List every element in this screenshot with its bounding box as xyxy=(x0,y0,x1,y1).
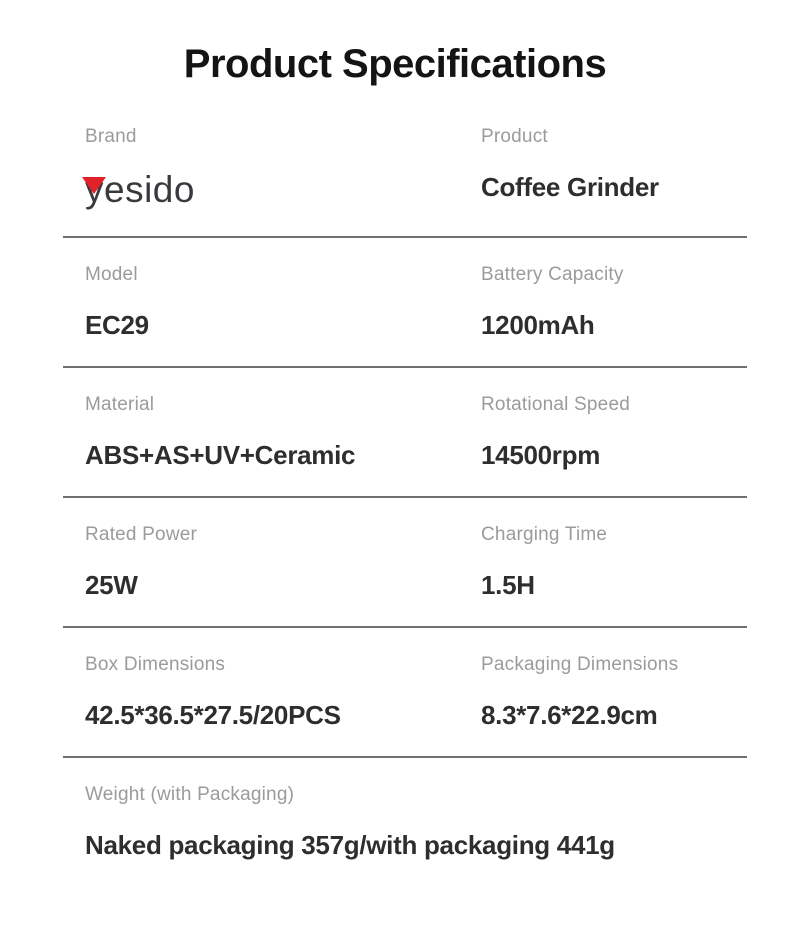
spec-row-brand-product xyxy=(63,96,747,238)
brand-logo xyxy=(85,170,195,210)
spec-row-weight xyxy=(63,758,747,886)
spec-cell-material xyxy=(85,394,481,470)
spec-value-weight: Naked packaging 357g/with packaging 441g xyxy=(85,830,615,860)
spec-value-rated-power: 25W xyxy=(85,570,138,600)
spec-label-packaging-dimensions: Packaging Dimensions xyxy=(481,654,679,675)
spec-label-charging-time: Charging Time xyxy=(481,524,608,545)
spec-value-product: Coffee Grinder xyxy=(481,172,659,202)
spec-label-weight: Weight (with Packaging) xyxy=(85,784,295,805)
spec-cell-box-dimensions xyxy=(85,654,481,730)
spec-cell-rated-power xyxy=(85,524,481,600)
spec-cell-packaging-dimensions xyxy=(481,654,747,730)
spec-value-rotational-speed: 14500rpm xyxy=(481,440,601,470)
brand-logo-text: yesido xyxy=(85,169,195,210)
spec-cell-weight xyxy=(85,784,747,860)
spec-value-model: EC29 xyxy=(85,310,149,340)
spec-cell-rotational-speed xyxy=(481,394,747,470)
spec-value-charging-time: 1.5H xyxy=(481,570,535,600)
spec-value-box-dimensions: 42.5*36.5*27.5/20PCS xyxy=(85,700,341,730)
spec-value-battery-capacity: 1200mAh xyxy=(481,310,595,340)
spec-row-model-battery xyxy=(63,238,747,368)
spec-row-dimensions xyxy=(63,628,747,758)
spec-label-material: Material xyxy=(85,394,155,415)
spec-label-model: Model xyxy=(85,264,138,285)
spec-cell-battery-capacity xyxy=(481,264,747,340)
page-title: Product Specifications xyxy=(183,42,607,86)
logo-red-triangle-icon xyxy=(82,177,106,194)
spec-cell-charging-time xyxy=(481,524,747,600)
spec-label-rotational-speed: Rotational Speed xyxy=(481,394,630,415)
spec-value-packaging-dimensions: 8.3*7.6*22.9cm xyxy=(481,700,658,730)
spec-cell-brand xyxy=(85,126,481,210)
spec-row-power-charging xyxy=(63,498,747,628)
spec-table xyxy=(63,96,747,886)
spec-label-product: Product xyxy=(481,126,548,147)
spec-label-rated-power: Rated Power xyxy=(85,524,198,545)
spec-label-brand: Brand xyxy=(85,126,137,147)
spec-cell-product xyxy=(481,126,747,210)
spec-cell-model xyxy=(85,264,481,340)
spec-value-material: ABS+AS+UV+Ceramic xyxy=(85,440,356,470)
spec-row-material-speed xyxy=(63,368,747,498)
spec-label-box-dimensions: Box Dimensions xyxy=(85,654,226,675)
spec-label-battery-capacity: Battery Capacity xyxy=(481,264,624,285)
